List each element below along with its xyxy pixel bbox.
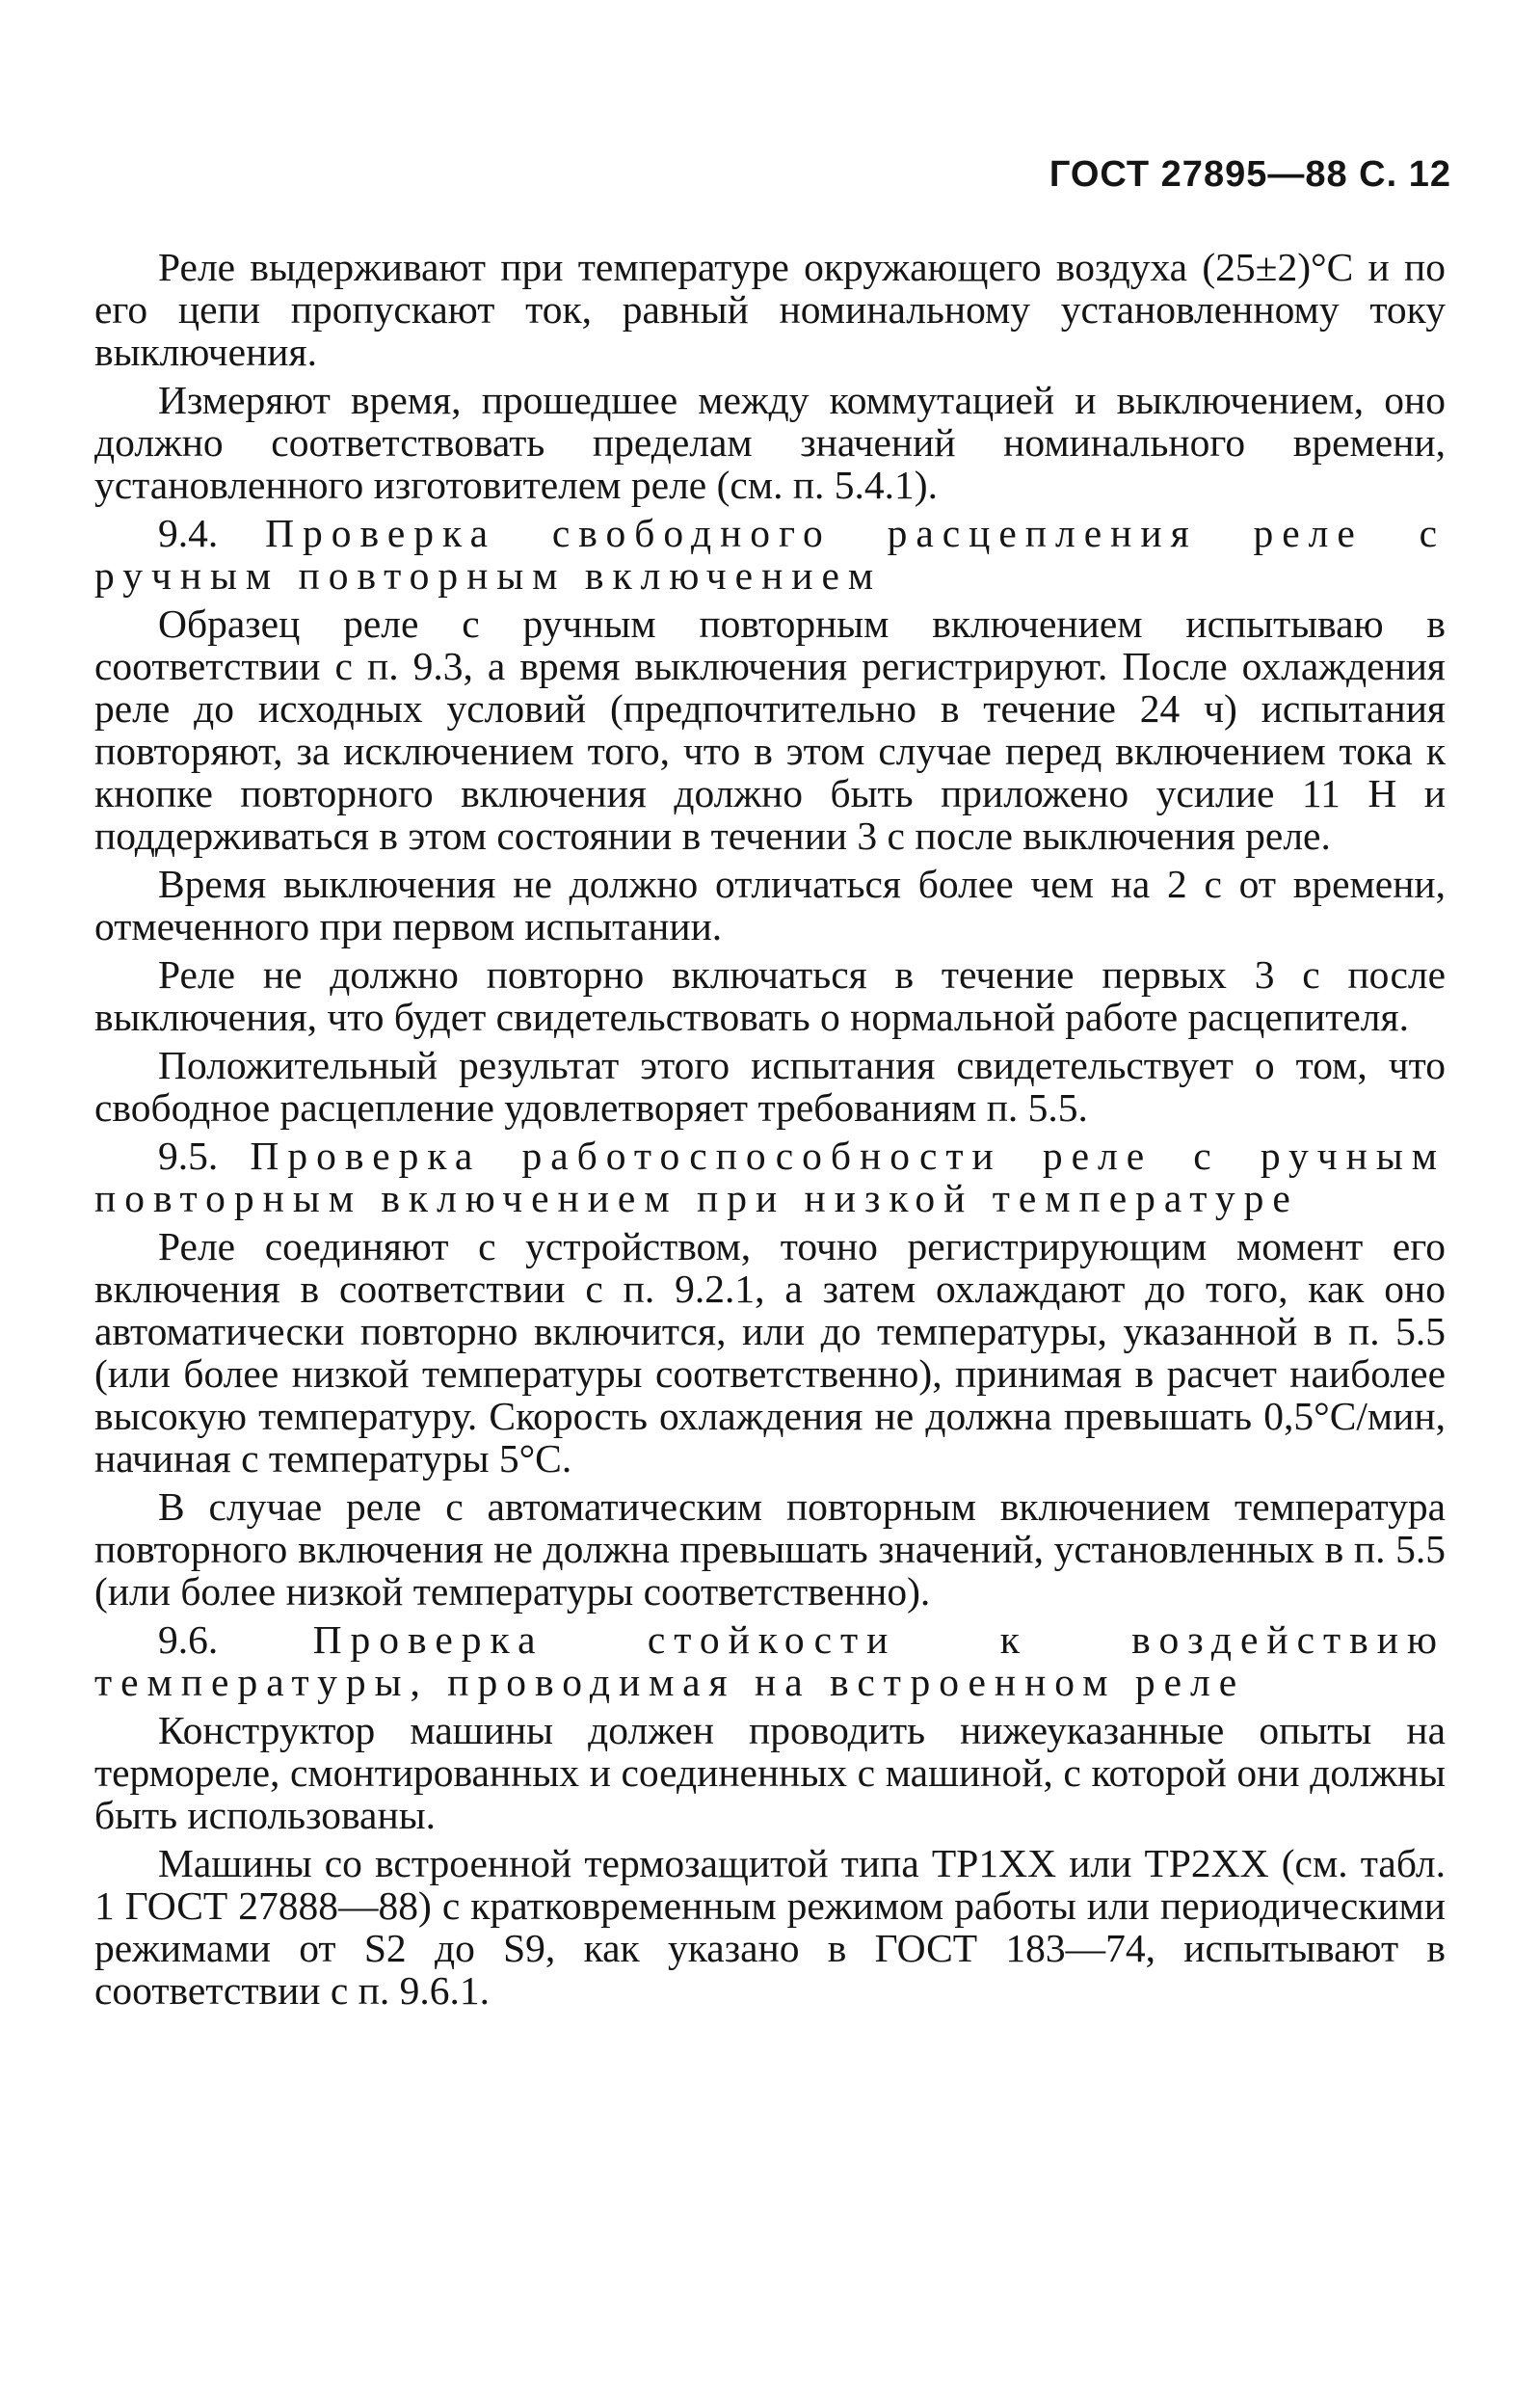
- section-heading-9-4: [94, 512, 1446, 597]
- section-title: Проверка свободного расцепления реле с ручным повторным включением: [94, 511, 1446, 598]
- paragraph: Образец реле с ручным повторным включением испытываю в соответствии с п. 9.3, а время выключения регистрируют. После охлаждения реле до исходных условий (предпочтительно в течение 24 ч) испытания повторяют, за исключением того, что в этом случае перед включением тока к кнопке повторного включения должно быть приложено усилие 11 Н и поддерживаться в этом состоянии в течении 3 с после выключения реле.: [94, 601, 1446, 858]
- paragraph: Машины со встроенной термозащитой типа ТР1ХХ или ТР2ХХ (см. табл. 1 ГОСТ 27888—88) с кратковременным режимом работы или периодическими режимами от S2 до S9, как указано в ГОСТ 183—74, испытывают в соответствии с п. 9.6.1.: [94, 1841, 1446, 2013]
- page-header: ГОСТ 27895—88 С. 12: [1049, 154, 1451, 195]
- section-title: Проверка стойкости к воздействию температуры, проводимая на встроенном реле: [94, 1617, 1446, 1704]
- paragraph: Реле выдерживают при температуре окружающего воздуха (25±2)°С и по его цепи пропускают ток, равный номинальному установленному току выключения.: [94, 245, 1446, 374]
- document-body: [94, 246, 1446, 2017]
- section-heading-9-5: [94, 1134, 1446, 1219]
- paragraph: Реле не должно повторно включаться в течение первых 3 с после выключения, что будет свидетельствовать о нормальной работе расцепителя.: [94, 952, 1446, 1039]
- section-number: 9.6.: [158, 1617, 219, 1662]
- section-heading-9-6: [94, 1618, 1446, 1703]
- section-number: 9.4.: [158, 511, 219, 555]
- paragraph: В случае реле с автоматическим повторным включением температура повторного включения не должна превышать значений, установленных в п. 5.5 (или более низкой температуры соответственно).: [94, 1484, 1446, 1614]
- section-title: Проверка работоспособности реле с ручным повторным включением при низкой температуре: [94, 1134, 1447, 1220]
- paragraph: Реле соединяют с устройством, точно регистрирующим момент его включения в соответствии с п. 9.2.1, а затем охлаждают до того, как оно автоматически повторно включится, или до температуры, указанной в п. 5.5 (или более низкой температуры соответственно), принимая в расчет наиболее высокую температуру. Скорость охлаждения не должна превышать 0,5°С/мин, начиная с температуры 5°С.: [94, 1224, 1446, 1481]
- paragraph: Конструктор машины должен проводить нижеуказанные опыты на термореле, смонтированных и соединенных с машиной, с которой они должны быть использованы.: [94, 1708, 1446, 1837]
- paragraph: Время выключения не должно отличаться более чем на 2 с от времени, отмеченного при первом испытании.: [94, 862, 1446, 948]
- paragraph: Положительный результат этого испытания свидетельствует о том, что свободное расцепление удовлетворяет требованиям п. 5.5.: [94, 1043, 1446, 1130]
- section-number: 9.5.: [158, 1134, 219, 1178]
- paragraph: Измеряют время, прошедшее между коммутацией и выключением, оно должно соответствовать пределам значений номинального времени, установленного изготовителем реле (см. п. 5.4.1).: [94, 378, 1446, 507]
